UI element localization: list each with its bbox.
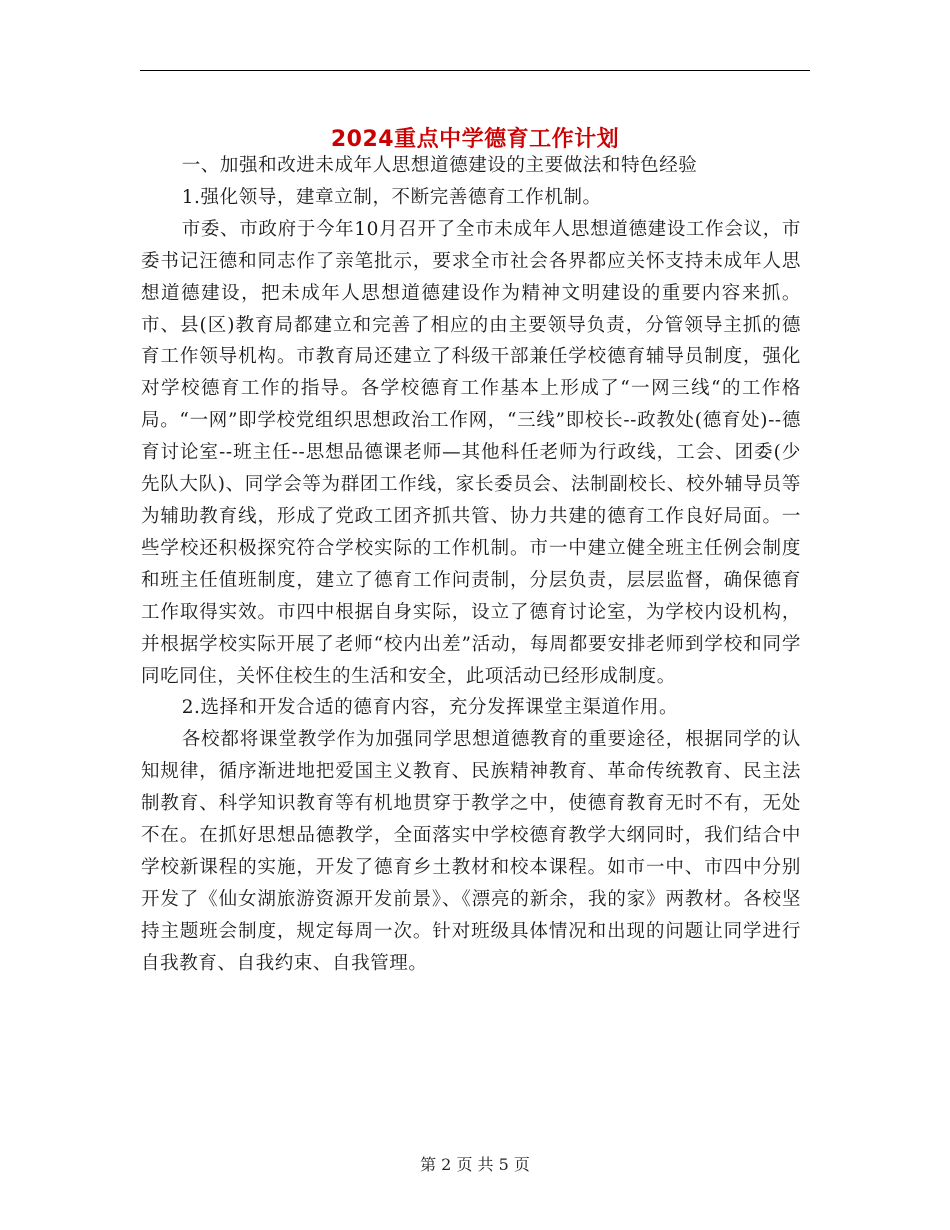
page-footer: 第 2 页 共 5 页 [420,1155,530,1174]
subsection-heading-1: 1.强化领导，建章立制，不断完善德育工作机制。 [181,186,602,208]
document-body [141,150,801,980]
subsection-heading-2: 2.选择和开发合适的德育内容，充分发挥课堂主渠道作用。 [181,697,679,719]
body-paragraph-2: 各校都将课堂教学作为加强同学思想道德教育的重要途径，根据同学的认知规律，循序渐进地把爱国主义教育、民族精神教育、革命传统教育、民主法制教育、科学知识教育等有机地贯穿于教学之中，使德育教育无时不有，无处不在。在抓好思想品德教学，全面落实中学校德育教学大纲同时，我们结合中学校新课程的实施，开发了德育乡土教材和校本课程。如市一中、市四中分别开发了《仙女湖旅游资源开发前景》、《漂亮的新余，我的家》两教材。各校坚持主题班会制度，规定每周一次。针对班级具体情况和出现的问题让同学进行自我教育、自我约束、自我管理。 [141,729,801,974]
document-title: 2024重点中学德育工作计划 [330,126,620,152]
body-paragraph-1: 市委、市政府于今年10月召开了全市未成年人思想道德建设工作会议，市委书记汪德和同志作了亲笔批示，要求全市社会各界都应关怀支持未成年人思想道德建设，把未成年人思想道德建设作为精神文明建设的重要内容来抓。市、县(区)教育局都建立和完善了相应的由主要领导负责，分管领导主抓的德育工作领导机构。市教育局还建立了科级干部兼任学校德育辅导员制度，强化对学校德育工作的指导。各学校德育工作基本上形成了“一网三线“的工作格局。“一网”即学校党组织思想政治工作网，“三线”即校长--政教处(德育处)--德育讨论室--班主任--思想品德课老师—其他科任老师为行政线，工会、团委(少先队大队)、同学会等为群团工作线，家长委员会、法制副校长、校外辅导员等为辅助教育线，形成了党政工团齐抓共管、协力共建的德育工作良好局面。一些学校还积极探究符合学校实际的工作机制。市一中建立健全班主任例会制度和班主任值班制度，建立了德育工作问责制，分层负责，层层监督，确保德育工作取得实效。市四中根据自身实际，设立了德育讨论室，为学校内设机构，并根据学校实际开展了老师“校内出差”活动，每周都要安排老师到学校和同学同吃同住，关怀住校生的生活和安全，此项活动已经形成制度。 [141,218,801,687]
header-rule [140,70,810,71]
section-heading: 一、加强和改进未成年人思想道德建设的主要做法和特色经验 [181,155,698,176]
